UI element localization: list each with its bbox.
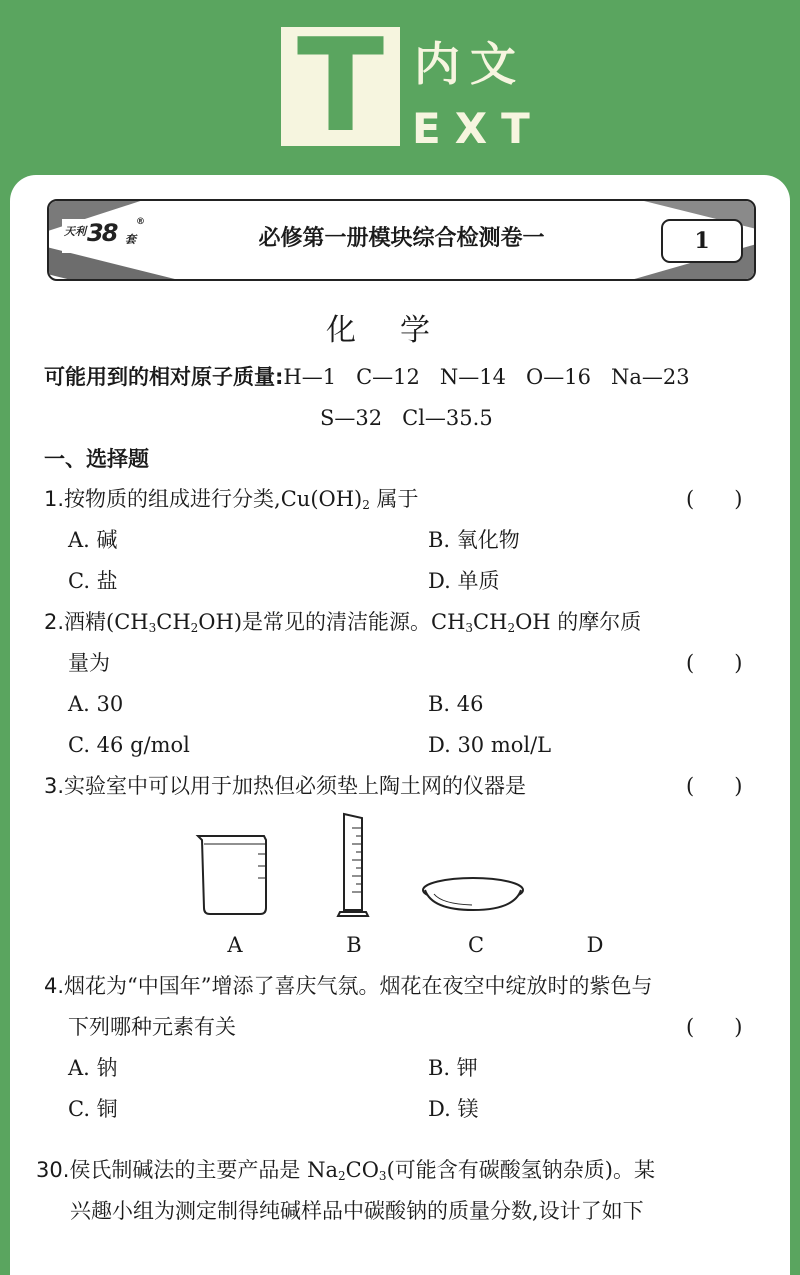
option-b: B. 钾 bbox=[428, 1056, 478, 1080]
question-3-stem: 3.实验室中可以用于加热但必须垫上陶土网的仪器是 bbox=[44, 774, 527, 798]
question-4-stem-line-2: 下列哪种元素有关 bbox=[68, 1015, 236, 1039]
answer-blank[interactable]: ( ) bbox=[686, 487, 743, 511]
apparatus-label-d: D bbox=[586, 933, 604, 957]
option-b: B. 46 bbox=[428, 692, 484, 716]
atomic-mass-line-1 bbox=[44, 362, 690, 392]
question-1-stem: 1.按物质的组成进行分类$,Cu(OH)_2$ 属于 bbox=[44, 487, 419, 512]
option-d: D. 单质 bbox=[428, 569, 500, 593]
publisher-logo: 天利 38 套 ® bbox=[62, 219, 146, 253]
question-2-stem-line-2: 量为 bbox=[68, 651, 110, 675]
apparatus-label-b: B bbox=[346, 933, 362, 957]
banner-title-cn: 内文 bbox=[414, 37, 526, 91]
section-title: 一、选择题 bbox=[44, 447, 149, 471]
beaker-icon bbox=[198, 836, 266, 914]
option-a: A. 碱 bbox=[68, 528, 118, 552]
t-letter-box bbox=[281, 12, 400, 161]
option-d: D. 30 mol/L bbox=[428, 733, 552, 757]
subject-heading: 化学 bbox=[326, 313, 474, 348]
answer-blank[interactable]: ( ) bbox=[686, 651, 743, 675]
atomic-mass-label: 可能用到的相对原子质量: bbox=[44, 365, 284, 389]
banner-title-en: EXT bbox=[412, 104, 544, 153]
option-a: A. 钠 bbox=[68, 1056, 118, 1080]
apparatus-figure bbox=[180, 808, 560, 928]
answer-blank[interactable]: ( ) bbox=[686, 1015, 743, 1039]
t-letter: T bbox=[296, 12, 385, 161]
option-a: A. 30 bbox=[68, 692, 124, 716]
option-c: C. 46 g/mol bbox=[68, 733, 190, 757]
apparatus-label-c: C bbox=[467, 933, 485, 957]
test-title-frame bbox=[47, 199, 756, 281]
test-title: 必修第一册模块综合检测卷一 bbox=[258, 226, 545, 251]
option-c: C. 盐 bbox=[68, 569, 118, 593]
question-30-stem-line-2: 兴趣小组为测定制得纯碱样品中碳酸钠的质量分数,设计了如下 bbox=[70, 1199, 644, 1223]
option-d: D. 镁 bbox=[428, 1097, 479, 1121]
header-banner bbox=[0, 0, 800, 175]
question-4-stem-line-1: 4.烟花为“中国年”增添了喜庆气氛。烟花在夜空中绽放时的紫色与 bbox=[44, 974, 653, 998]
atomic-mass-values-1: H—1 C—12 N—14 O—16 Na—23 bbox=[283, 365, 690, 389]
question-30-stem-line-1: 30.侯氏制碱法的主要产品是 $Na_2CO_3$(可能含有碳酸氢钠杂质)。某 bbox=[36, 1158, 655, 1183]
atomic-mass-values-2: S—32 Cl—35.5 bbox=[320, 406, 493, 430]
question-2-stem-line-1: 2.酒精$(CH_3CH_2OH)$是常见的清洁能源。$CH_3CH_2OH$ 的摩尔质 bbox=[44, 610, 642, 635]
evaporating-dish-icon bbox=[423, 878, 523, 910]
option-b: B. 氧化物 bbox=[428, 528, 520, 552]
apparatus-label-a: A bbox=[227, 933, 243, 957]
graduated-cylinder-icon bbox=[338, 814, 368, 916]
paper-number: 1 bbox=[661, 219, 743, 263]
option-c: C. 铜 bbox=[68, 1097, 118, 1121]
answer-blank[interactable]: ( ) bbox=[686, 774, 743, 798]
